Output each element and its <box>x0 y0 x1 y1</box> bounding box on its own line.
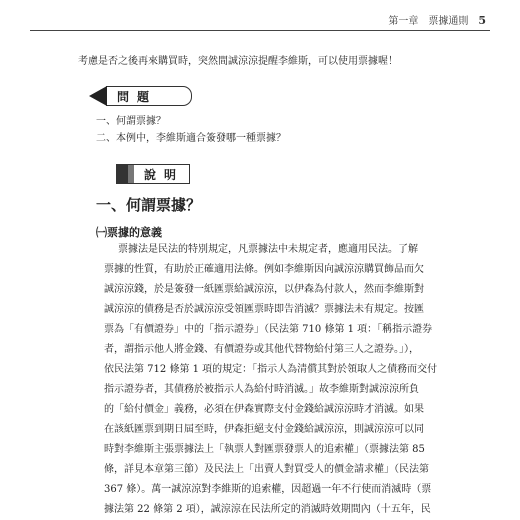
paragraph-line: 據法第 22 條第 2 項），誠涼涼在民法所定的消滅時效期間內（十五年，民 <box>104 504 431 515</box>
question-item-1: 一、何謂票據？ <box>96 116 166 127</box>
body-paragraph <box>104 240 490 520</box>
question-heading: 問題 <box>117 89 158 104</box>
paragraph-line: 依民法第 712 條第 1 項的規定：「指示人為清償其對於領取人之債務而交付 <box>104 364 438 375</box>
header-rule <box>30 30 490 31</box>
page-number: 5 <box>478 14 486 27</box>
subsection-title: ㈠票據的意義 <box>96 226 162 239</box>
explain-heading-box <box>116 164 190 184</box>
paragraph-line: 指示證券者，其債務於被指示人為給付時消滅。」故李維斯對誠涼涼所負 <box>104 384 419 395</box>
section-title: 一、何謂票據？ <box>96 196 202 214</box>
paragraph-line: 時對李維斯主張票據法上「執票人對匯票發票人的追索權」（票據法第 85 <box>104 444 425 455</box>
paragraph-line: 條，詳見本章第三節）及民法上「出賣人對買受人的價金請求權」（民法第 <box>104 464 429 475</box>
paragraph-line: 誠涼涼錢，於是簽發一紙匯票給誠涼涼，以伊森為付款人，然而李維斯對 <box>104 284 424 295</box>
explain-heading: 說明 <box>144 167 185 182</box>
arrow-left-icon <box>89 86 107 106</box>
square-block-icon <box>116 165 134 183</box>
paragraph-line: 者，謂指示他人將金錢、有價證券或其他代替物給付第三人之證券。」）， <box>104 344 419 355</box>
paragraph-line: 在該紙匯票到期日屆至時，伊森拒絕支付金錢給誠涼涼，則誠涼涼可以同 <box>104 424 424 435</box>
paragraph-line: 的「給付價金」義務，必須在伊森實際支付金錢給誠涼涼時才消滅。如果 <box>104 404 424 415</box>
running-head <box>388 12 486 27</box>
question-item-2: 二、本例中，李維斯適合簽發哪一種票據？ <box>96 133 286 144</box>
paragraph-line: 誠涼涼的債務是否於誠涼涼受領匯票時即告消滅？票據法未有規定。按匯 <box>104 304 424 315</box>
paragraph-line: 票據的性質，有助於正確適用法條。例如李維斯因向誠涼涼購買飾品而欠 <box>104 264 424 275</box>
paragraph-line: 票據法是民法的特別規定，凡票據法中未規定者，應適用民法。了解 <box>118 244 418 255</box>
chapter-title: 第一章 票據通則 <box>388 16 469 27</box>
question-heading-box <box>106 86 192 106</box>
paragraph-line: 367 條）。萬一誠涼涼對李維斯的追索權，因超過一年不行使而消滅時（票 <box>104 484 432 495</box>
intro-paragraph: 考慮是否之後再來購買時，突然間誠涼涼提醒李維斯，可以使用票據喔！ <box>78 56 398 67</box>
paragraph-line: 票為「有價證券」中的「指示證券」（民法第 710 條第 1 項：「稱指示證券 <box>104 324 433 335</box>
